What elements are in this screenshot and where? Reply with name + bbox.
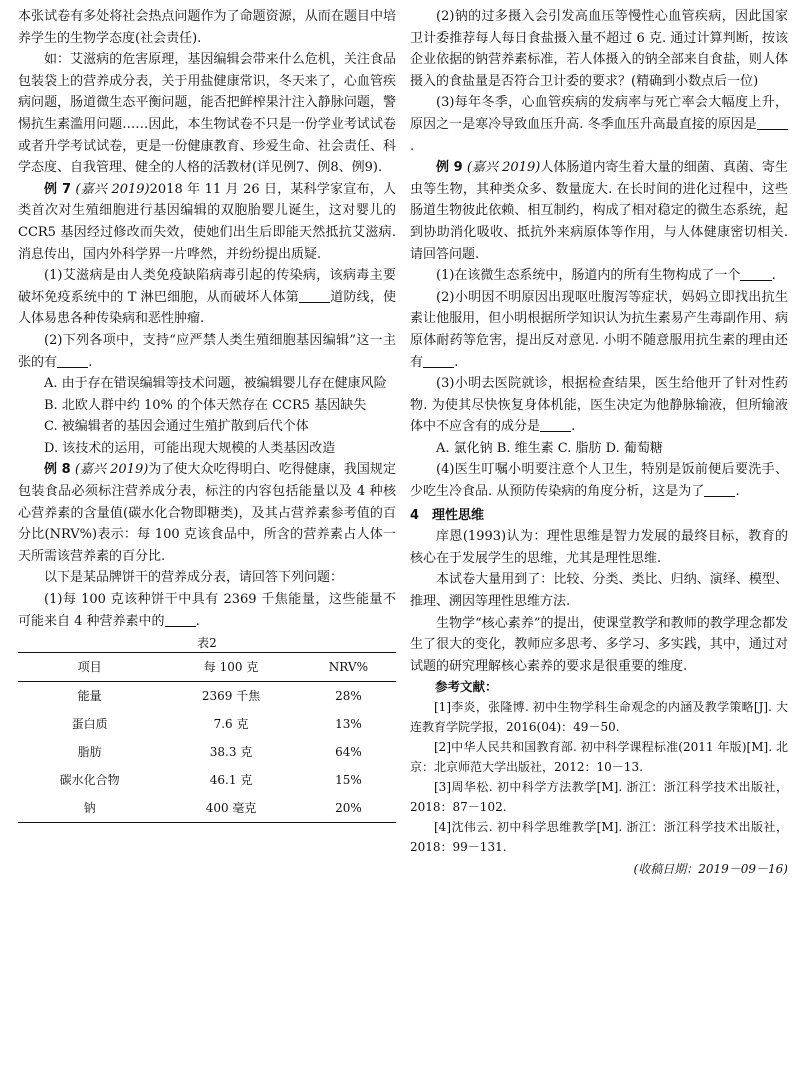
table-header: NRV% [328, 660, 368, 675]
question-8-1 [18, 589, 396, 632]
example-7 [18, 179, 396, 265]
received-date: (收稿日期：2019－09－16) [633, 862, 788, 877]
example-9-source: (嘉兴 2019) [466, 160, 541, 176]
references [410, 677, 788, 857]
table-cell: 蛋白质 [71, 717, 108, 732]
table-cell: 钠 [83, 801, 96, 816]
reference-item: [3]周华松. 初中科学方法教学[M]. 浙江：浙江科学技术出版社，2018：87－102. [410, 780, 788, 815]
example-8-source: (嘉兴 2019) [74, 462, 149, 478]
table-row [18, 710, 396, 738]
table-cell: 脂肪 [77, 745, 102, 760]
table-cell: 38.3 克 [209, 745, 253, 760]
table-cell: 20% [335, 801, 362, 816]
example-9 [410, 157, 788, 265]
question-8-3 [410, 92, 788, 157]
nutrition-table [18, 634, 396, 823]
table-cell: 2369 千焦 [201, 689, 261, 704]
table-cell: 64% [335, 745, 362, 760]
reference-item: [1]李炎，张隆博. 初中生物学科生命观念的内涵及教学策略[J]. 大连教育学院学报，2016(04)：49－50. [410, 700, 788, 735]
example-7-source: (嘉兴 2019) [75, 181, 150, 197]
question-7-1 [18, 265, 396, 330]
intro-paragraph: 本张试卷有多处将社会热点问题作为了命题资源，从而在题目中培养学生的生物学态度(社会责任). [18, 9, 396, 46]
example-7-label: 例 7 [44, 181, 72, 197]
question-7-1-text-b: 道防线，使人体易患各种传染病和恶性肿瘤. [18, 289, 396, 327]
question-9-4-text: (4)医生叮嘱小明要注意个人卫生，特别是饭前便后要洗手、少吃生冷食品. 从预防传染病的角度分析，这是为了 [410, 462, 788, 500]
reference-item: [4]沈伟云. 初中科学思维教学[M]. 浙江：浙江科学技术出版社，2018：99－131. [410, 820, 788, 855]
question-9-3-options: A. 氯化钠 B. 维生素 C. 脂肪 D. 葡萄糖 [436, 440, 663, 456]
answer-blank [757, 116, 788, 130]
question-8-1-end: . [195, 613, 200, 629]
intro-examples-paragraph: 如：艾滋病的危害原理，基因编辑会带来什么危机，关注食品包装袋上的营养成分表，关于用盐健康常识，冬天来了，心血管疾病问题，肠道微生态平衡问题，能否把鲜榨果汁注入静脉问题，警惕抗生素滥用问题……因此，本生物试卷不只是一份学业考试试卷或者升学考试试卷，更是一份健康教育、珍爱生命、社会责任、科学态度、自我管理、健全的人格的活教材(详见例7、例8、例9). [18, 52, 396, 176]
question-9-1-text: (1)在该微生态系统中，肠道内的所有生物构成了一个 [436, 268, 741, 284]
question-9-2 [410, 287, 788, 373]
answer-blank [299, 289, 330, 303]
question-9-4 [410, 459, 788, 502]
answer-blank [57, 354, 88, 368]
table-cell: 400 毫克 [205, 801, 257, 816]
section-4-paragraph-3: 生物学“核心素养”的提出，使课堂教学和教师的教学理念都发生了很大的变化，教师应多思考、多学习、多实践，其中，通过对试题的研究理解核心素养的要求是很重要的维度. [410, 615, 788, 674]
example-8-label: 例 8 [44, 462, 71, 478]
example-9-text: 人体肠道内寄生着大量的细菌、真菌、寄生虫等生物，其种类众多、数量庞大. 在长时间的进化过程中，这些肠道生物彼此依赖、相互制约，构成了相对稳定的微生态系统，起到协助消化吸收、抵抗外来病原体等作用，与人体健康密切相关. 请回答问题. [410, 160, 788, 262]
section-heading: 4 理性思维 [410, 507, 485, 523]
question-9-2-end: . [454, 354, 459, 370]
table-cell: 46.1 克 [209, 773, 253, 788]
table-row [18, 766, 396, 794]
question-7-2-end: . [88, 354, 93, 370]
answer-blank [165, 613, 196, 627]
table-header-row [18, 653, 396, 682]
table-cell: 碳水化合物 [59, 773, 120, 788]
table-cell: 能量 [77, 689, 102, 704]
option-b: B. 北欧人群中约 10% 的个体天然存在 CCR5 基因缺失 [44, 397, 367, 413]
option-c: C. 被编辑者的基因会通过生殖扩散到后代个体 [44, 419, 309, 435]
question-9-4-end: . [735, 484, 740, 500]
question-9-2-text: (2)小明因不明原因出现呕吐腹泻等症状，妈妈立即找出抗生素让他服用，但小明根据所学知识认为抗生素易产生毒副作用、病原体耐药等危害，提出反对意见. 小明不随意服用抗生素的理由还有 [410, 289, 788, 370]
table-cell: 15% [335, 773, 362, 788]
answer-blank [423, 354, 454, 368]
table-caption: 表2 [197, 636, 217, 651]
references-title: 参考文献： [435, 679, 498, 695]
example-7-text: 2018 年 11 月 26 日，某科学家宣布，人类首次对生殖细胞进行基因编辑的双胞胎婴儿诞生，这对婴儿的 CCR5 基因经过修改而失效，使她们出生后即能天然抵抗艾滋病. 消息传出，国内外科学界一片哗然，并纷纷提出质疑. [18, 181, 396, 262]
answer-blank [740, 267, 771, 281]
question-8-2: (2)钠的过多摄入会引发高血压等慢性心血管疾病，因此国家卫计委推荐每人每日食盐摄入量不超过 6 克. 通过计算判断，按该企业依据的钠营养素标准，若人体摄入的钠全部来自食盐，则人体摄入的食盐量是否符合卫计委的要求？(精确到小数点后一位) [410, 9, 788, 89]
table-row [18, 682, 396, 711]
answer-blank [540, 418, 571, 432]
left-column [18, 6, 396, 823]
answer-blank [704, 483, 735, 497]
table-cell: 7.6 克 [213, 717, 249, 732]
right-column [410, 6, 788, 881]
question-8-3-end: . [410, 138, 415, 154]
question-7-1-text-a: (1)艾滋病是由人类免疫缺陷病毒引起的传染病，该病毒主要破坏免疫系统中的 T 淋巴细胞，从而破坏人体第 [18, 268, 396, 305]
question-8-3-text: (3)每年冬季，心血管疾病的发病率与死亡率会大幅度上升，原因之一是寒冷导致血压升高. 冬季血压升高最直接的原因是 [410, 95, 788, 132]
question-9-3-end: . [571, 419, 576, 435]
option-a: A. 由于存在错误编辑等技术问题，被编辑婴儿存在健康风险 [44, 376, 387, 392]
question-9-1 [410, 265, 788, 287]
question-8-1-text: (1)每 100 克该种饼干中具有 2369 千焦能量，这些能量不可能来自 4 种营养素中的 [18, 592, 396, 629]
section-4-paragraph-2: 本试卷大量用到了：比较、分类、类比、归纳、演绎、模型、推理、溯因等理性思维方法. [410, 572, 788, 610]
table-row [18, 794, 396, 823]
question-9-3 [410, 373, 788, 438]
table-header: 每 100 克 [203, 660, 259, 675]
question-7-2 [18, 330, 396, 373]
table-intro: 以下是某品牌饼干的营养成分表，请回答下列问题： [44, 570, 344, 586]
option-d: D. 该技术的运用，可能出现大规模的人类基因改造 [44, 440, 336, 456]
question-9-1-end: . [771, 268, 776, 284]
example-8 [18, 459, 396, 567]
question-9-3-text: (3)小明去医院就诊，根据检查结果，医生给他开了针对性药物. 为使其尽快恢复身体机能，医生决定为他静脉输液，但所输液体中不应含有的成分是 [410, 376, 788, 435]
table-header: 项目 [77, 660, 102, 675]
table-cell: 13% [335, 717, 362, 732]
table-cell: 28% [335, 689, 362, 704]
section-4-paragraph-1: 庠恩(1993)认为：理性思维是智力发展的最终目标，教育的核心在于发展学生的思维，尤其是理性思维. [410, 529, 788, 566]
example-9-label: 例 9 [436, 160, 463, 176]
reference-item: [2]中华人民共和国教育部. 初中科学课程标准(2011 年版)[M]. 北京：北京师范大学出版社，2012：10－13. [410, 740, 788, 775]
table-row [18, 738, 396, 766]
question-7-2-text: (2)下列各项中，支持“应严禁人类生殖细胞基因编辑”这一主张的有 [18, 332, 396, 370]
example-8-text: 为了使大众吃得明白、吃得健康，我国规定包装食品必须标注营养成分表，标注的内容包括能量以及 4 种核心营养素的含量值(碳水化合物即糖类)，及其占营养素参考值的百分比(NRV%)表示：每 100 克该食品中，所含的营养素占人体一天所需该营养素的百分比. [18, 462, 396, 564]
